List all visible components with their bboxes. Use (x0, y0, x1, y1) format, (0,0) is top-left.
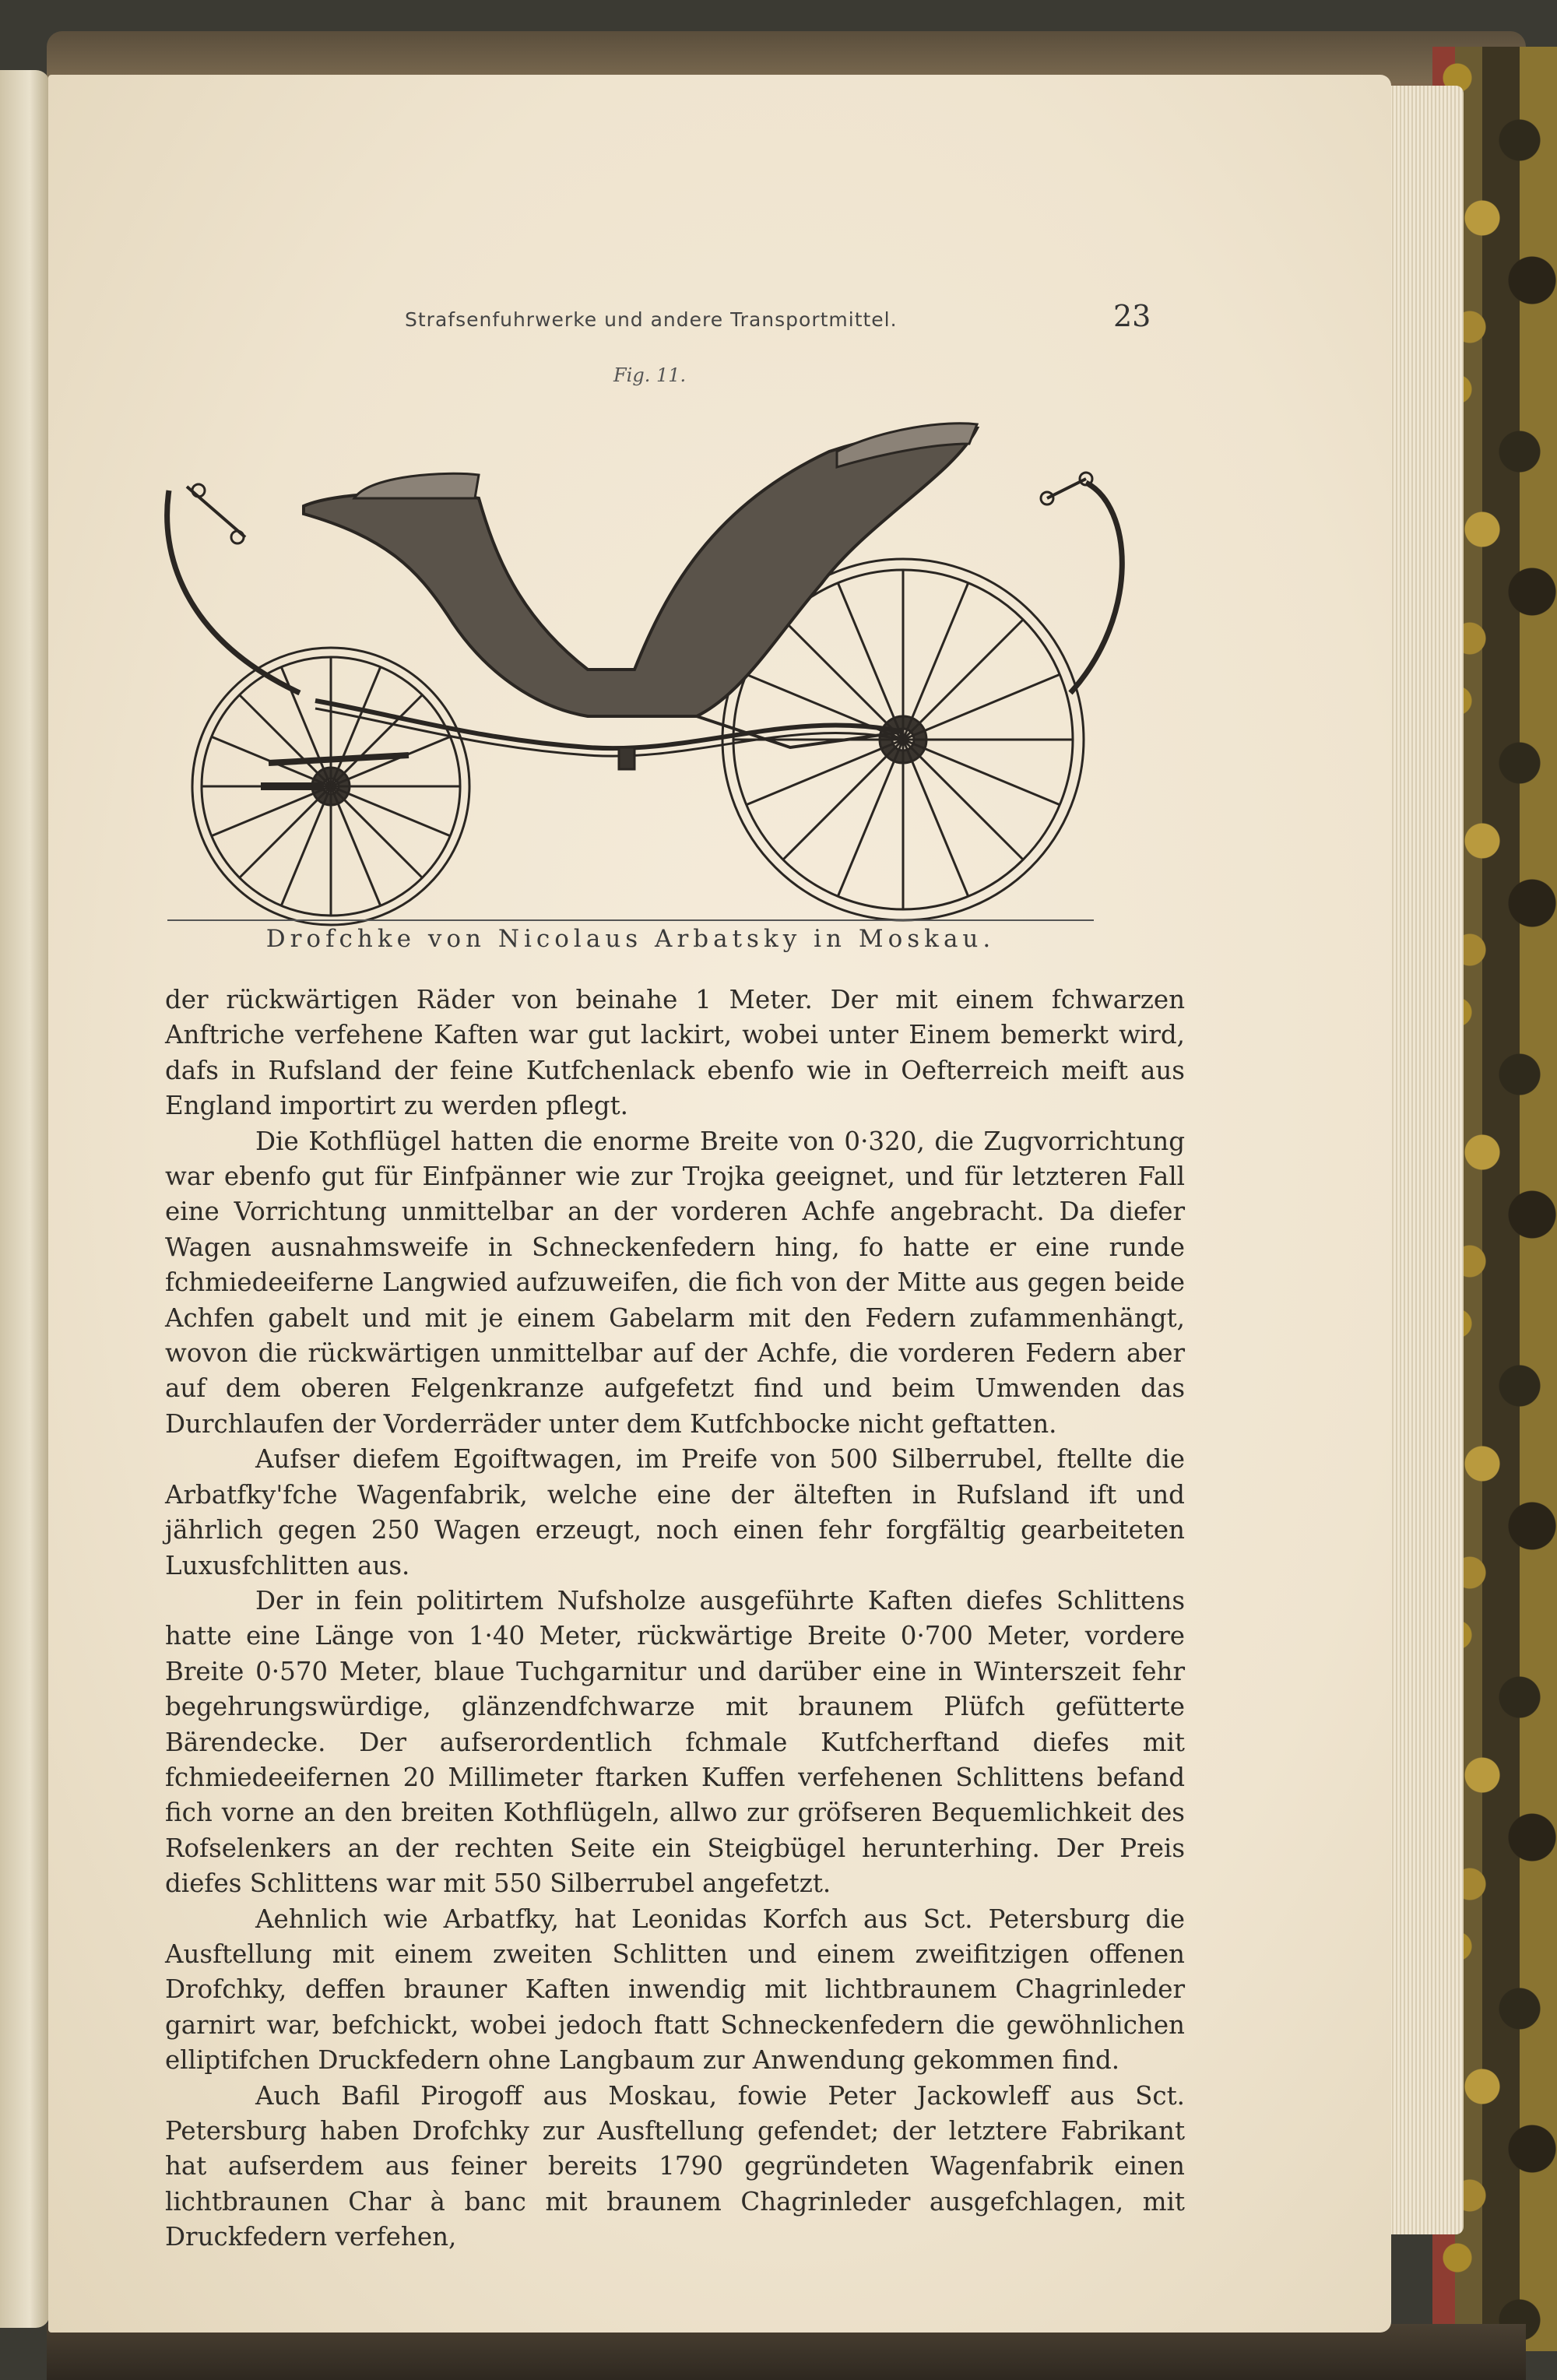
page-number: 23 (1113, 299, 1151, 333)
carriage-engraving (152, 381, 1164, 926)
body-text (165, 983, 1185, 2255)
paragraph: Aufser diefem Egoiftwagen, im Preife von 500 Silberrubel, ftellte die Arbatfky'fche Wagenfabrik, welche eine der älteften in Rufsland ift und jährlich gegen 250 Wagen erzeugt, noch einen fehr forgfältig gearbeiteten Luxusfchlitten aus. (165, 1444, 1185, 1580)
left-page-edge (0, 70, 50, 2328)
running-head: Strafsenfuhrwerke und andere Transportmittel. (405, 308, 898, 331)
paragraph: Der in fein politirtem Nufsholze ausgeführte Kaften diefes Schlittens hatte eine Länge von 1·40 Meter, rückwärtige Breite 0·700 Meter, vordere Breite 0·570 Meter, blaue Tuchgarnitur und darüber eine in Winterszeit fehr begehrungswürdige, glänzendfchwarze mit braunem Plüfch gefütterte Bärendecke. Der aufserordentlich fchmale Kutfcherftand diefes mit fchmiedeeifernen 20 Millimeter ftarken Kuffen verfehenen Schlittens befand fich vorne an den breiten Kothflügeln, allwo zur gröfseren Bequemlichkeit des Rofselenkers an der rechten Seite ein Steigbügel herunterhing. Der Preis diefes Schlittens war mit 550 Silberrubel angefetzt. (165, 1585, 1185, 1899)
figure-caption: Drofchke von Nicolaus Arbatsky in Moskau. (265, 925, 996, 953)
paragraph: der rückwärtigen Räder von beinahe 1 Meter. Der mit einem fchwarzen Anftriche verfehene Kaften war gut lackirt, wobei unter Einem bemerkt wird, dafs in Rufsland der feine Kutfchenlack ebenfo wie in Oefterreich meift aus England importirt zu werden pflegt. (165, 985, 1185, 1121)
figure-label: Fig. 11. (613, 364, 687, 386)
front-wheel (192, 648, 469, 925)
paragraph: Die Kothflügel hatten die enorme Breite von 0·320, die Zugvorrichtung war ebenfo gut für Einfpänner wie zur Trojka geeignet, und für letzteren Fall eine Vorrichtung unmittelbar an der vorderen Achfe angebracht. Da diefer Wagen ausnahmsweife in Schneckenfedern hing, fo hatte er eine runde fchmiedeeiferne Langwied aufzuweifen, die fich von der Mitte aus gegen beide Achfen gabelt und mit je einem Gabelarm mit den Federn zufammenhängt, wovon die rückwärtigen unmittelbar auf der Achfe, die vorderen Federn aber auf dem oberen Felgenkranze aufgefetzt find und beim Umwenden das Durchlaufen der Vorderräder unter dem Kutfchbocke nicht geftatten. (165, 1126, 1185, 1439)
paragraph: Auch Bafil Pirogoff aus Moskau, fowie Peter Jackowleff aus Sct. Petersburg haben Drofchky zur Ausftellung gefendet; der letztere Fabrikant hat aufserdem aus feiner bereits 1790 gegründeten Wagenfabrik einen lichtbraunen Char à banc mit braunem Chagrinleder ausgefchlagen, mit Druckfedern verfehen, (165, 2080, 1185, 2252)
paragraph: Aehnlich wie Arbatfky, hat Leonidas Korfch aus Sct. Petersburg die Ausftellung mit einem zweiten Schlitten und einem zweifitzigen offenen Drofchky, deffen brauner Kaften inwendig mit lichtbraunem Chagrinleder garnirt war, befchickt, wobei jedoch ftatt Schneckenfedern die gewöhnlichen elliptifchen Druckfedern ohne Langbaum zur Anwendung gekommen find. (165, 1904, 1185, 2076)
